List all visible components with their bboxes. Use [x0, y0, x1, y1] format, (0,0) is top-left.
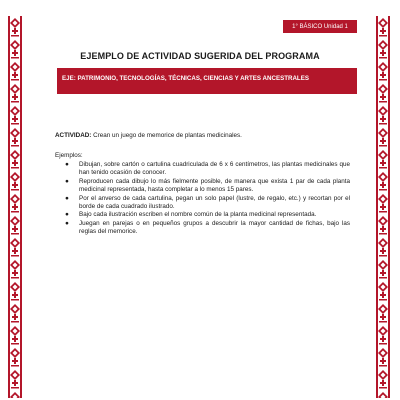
- mapuche-pattern-left: [8, 16, 22, 398]
- page-title: EJEMPLO DE ACTIVIDAD SUGERIDA DEL PROGRAMA: [80, 51, 320, 61]
- list-item: [55, 220, 350, 237]
- list-item: [55, 178, 350, 195]
- bullet-icon: ●: [65, 211, 69, 219]
- activity-text: Crean un juego de memorice de plantas medicinales.: [91, 132, 242, 139]
- list-item-text: Dibujan, sobre cartón o cartulina cuadriculada de 6 x 6 centímetros, las plantas medicinales que han tenido ocasión de conocer.: [79, 161, 350, 177]
- bullet-icon: ●: [65, 194, 69, 202]
- list-item: [55, 211, 350, 219]
- list-item: [55, 161, 350, 178]
- list-item: [55, 195, 350, 212]
- bullet-icon: ●: [65, 161, 69, 168]
- activity-label: ACTIVIDAD:: [55, 132, 92, 139]
- decorative-border-left: [8, 16, 22, 398]
- list-item-text: Juegan en parejas o en pequeños grupos a descubrir la mayor cantidad de fichas, bajo las reglas del memorice.: [79, 219, 350, 236]
- list-item-text: Reproducen cada dibujo lo más fielmente posible, de manera que exista 1 par de cada planta medicinal representada, hasta completar a lo menos 15 pares.: [79, 177, 350, 194]
- activity-line: [55, 132, 355, 140]
- bullet-icon: ●: [65, 177, 69, 185]
- bullet-icon: ●: [65, 219, 69, 227]
- decorative-border-right: [376, 16, 390, 398]
- examples-heading: Ejemplos:: [55, 152, 83, 159]
- list-item-text: Por el anverso de cada cartulina, pegan un solo papel (lustre, de regalo, etc.) y recortan por el borde de cada cuadrado ilustrado.: [79, 194, 350, 211]
- examples-list: [55, 161, 350, 237]
- grade-unit-badge: 1° BÁSICO Unidad 1: [283, 20, 357, 33]
- list-item-text: Bajo cada ilustración escriben el nombre común de la planta medicinal representada.: [79, 211, 317, 219]
- axis-banner: [57, 68, 357, 94]
- mapuche-pattern-right: [376, 16, 390, 398]
- axis-banner-text: EJE: PATRIMONIO, TECNOLOGÍAS, TÉCNICAS, CIENCIAS Y ARTES ANCESTRALES: [62, 75, 309, 82]
